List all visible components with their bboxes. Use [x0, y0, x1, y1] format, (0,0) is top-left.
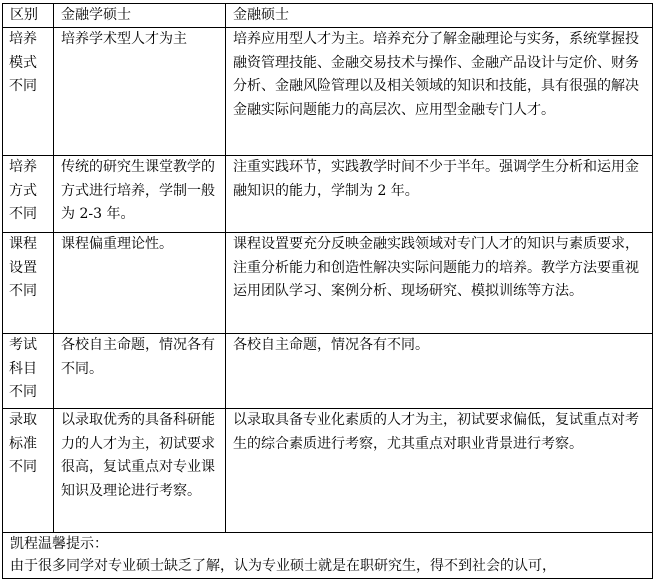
table-row — [3, 334, 653, 409]
tip-cell — [3, 533, 653, 579]
row-ms-finance-cell: 以录取优秀的具备科研能力的人才为主，初试要求很高，复试重点对专业课知识及理论进行考察。 — [54, 409, 226, 533]
row-category: 考试科目不同 — [3, 334, 54, 409]
row-category: 录取标准不同 — [3, 409, 54, 533]
row-mf-cell: 以录取具备专业化素质的人才为主，初试要求偏低，复试重点对考生的综合素质进行考察，尤其重点对职业背景进行考察。 — [226, 409, 653, 533]
row-mf-cell: 课程设置要充分反映金融实践领域对专门人才的知识与素质要求，注重分析能力和创造性解决实际问题能力的培养。教学方法要重视运用团队学习、案例分析、现场研究、模拟训练等方法。 — [226, 233, 653, 334]
header-ms-finance: 金融学硕士 — [54, 4, 226, 28]
header-category: 区别 — [3, 4, 54, 28]
table-row — [3, 28, 653, 156]
row-mf-cell: 各校自主命题，情况各有不同。 — [226, 334, 653, 409]
table-row — [3, 156, 653, 233]
row-mf-cell: 注重实践环节，实践教学时间不少于半年。强调学生分析和运用金融知识的能力，学制为 2 年。 — [226, 156, 653, 233]
row-category: 课程设置不同 — [3, 233, 54, 334]
row-ms-finance-cell: 培养学术型人才为主 — [54, 28, 226, 156]
row-ms-finance-cell: 各校自主命题，情况各有不同。 — [54, 334, 226, 409]
row-mf-cell: 培养应用型人才为主。培养充分了解金融理论与实务，系统掌握投融资管理技能、金融交易技术与操作、金融产品设计与定价、财务分析、金融风险管理以及相关领域的知识和技能，具有很强的解决金融实际问题能力的高层次、应用型金融专门人才。 — [226, 28, 653, 156]
row-category: 培养模式不同 — [3, 28, 54, 156]
tip-row — [3, 533, 653, 579]
table-header-row — [3, 4, 653, 28]
table-row — [3, 409, 653, 533]
row-ms-finance-cell: 传统的研究生课堂教学的方式进行培养，学制一般为 2-3 年。 — [54, 156, 226, 233]
tip-text: 由于很多同学对专业硕士缺乏了解，认为专业硕士就是在职研究生，得不到社会的认可， — [10, 558, 556, 574]
row-category: 培养方式不同 — [3, 156, 54, 233]
comparison-table — [2, 3, 653, 579]
row-ms-finance-cell: 课程偏重理论性。 — [54, 233, 226, 334]
header-mf: 金融硕士 — [226, 4, 653, 28]
tip-title: 凯程温馨提示： — [10, 536, 108, 552]
table-row — [3, 233, 653, 334]
